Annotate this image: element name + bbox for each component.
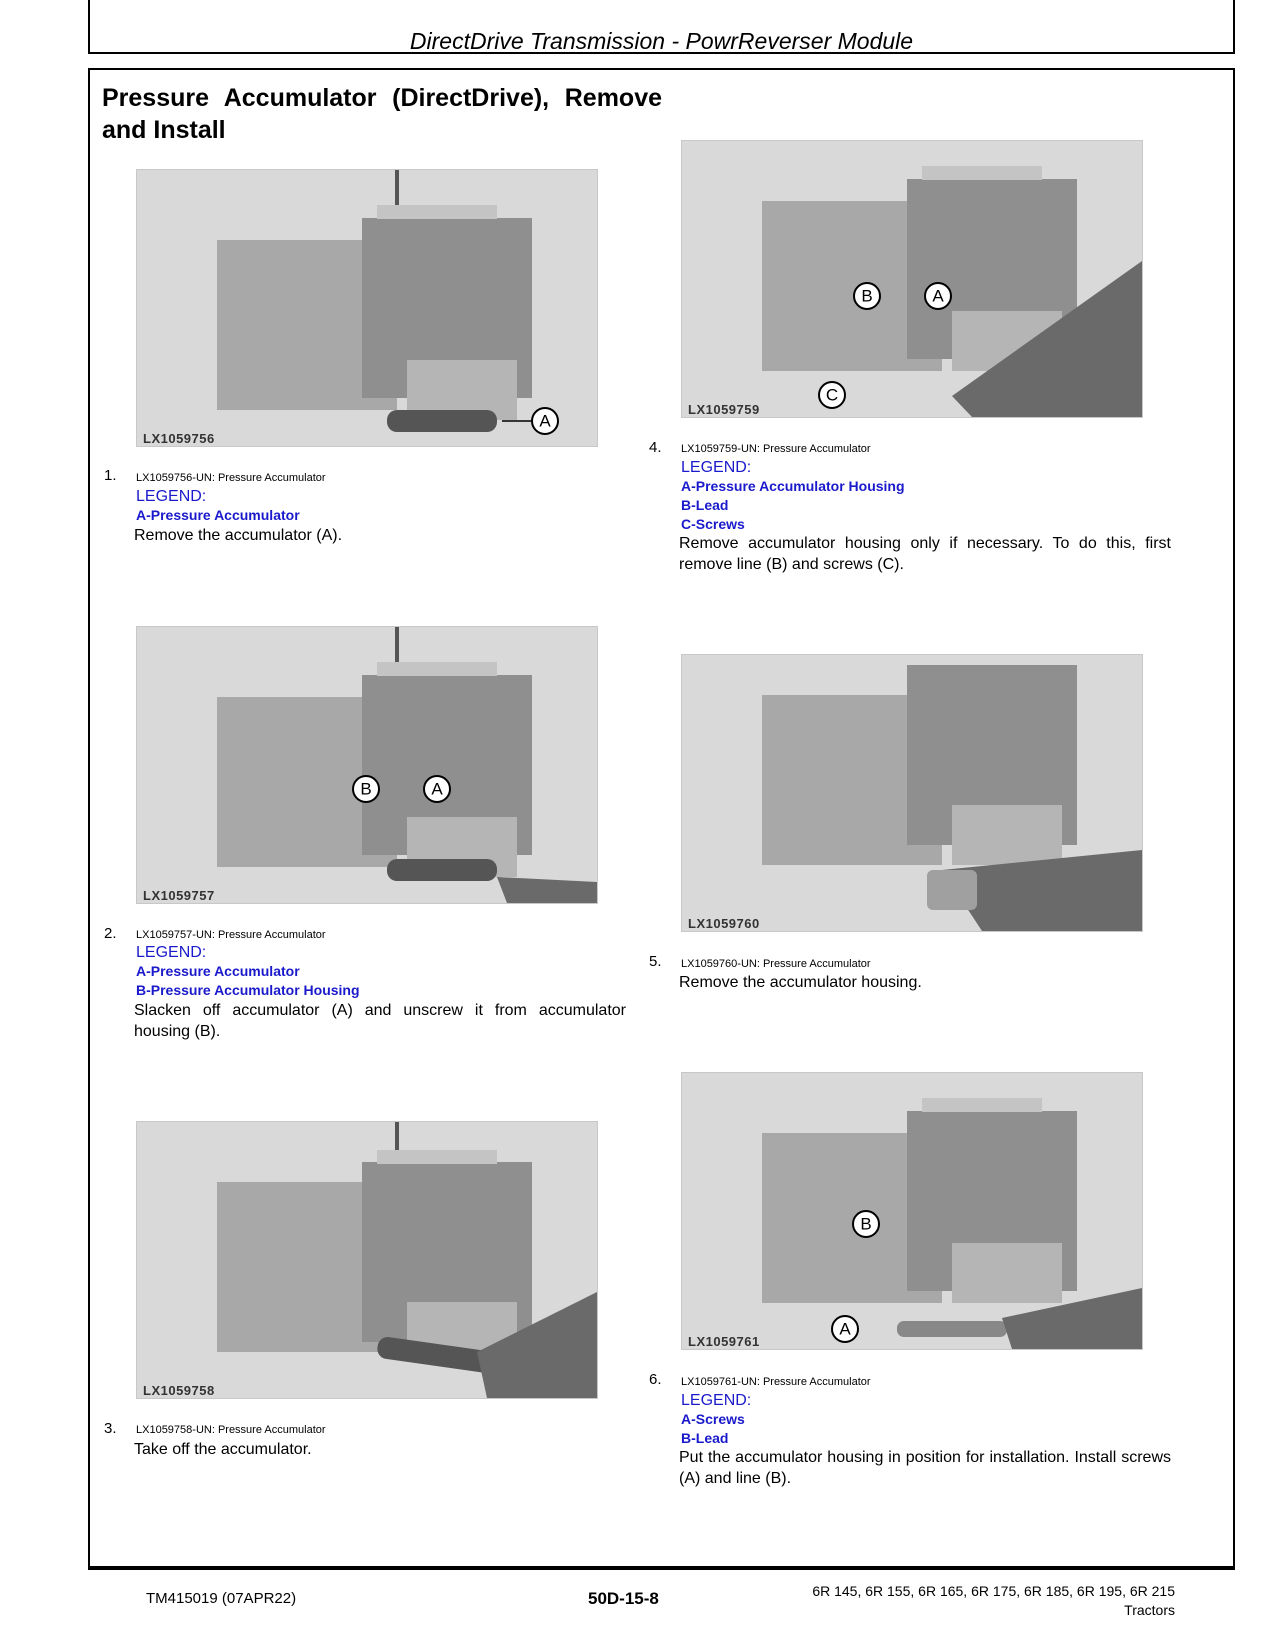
step-1-legend [136, 487, 300, 525]
step-6-instruction: Put the accumulator housing in position for installation. Install screws (A) and line (B). [679, 1449, 1171, 1487]
transmission-illustration [137, 170, 597, 446]
step-4-instruction: Remove accumulator housing only if necessary. To do this, first remove line (B) and screws (C). [679, 535, 1171, 573]
legend-item: B-Lead [681, 497, 729, 513]
step-5-instruction: Remove the accumulator housing. [679, 974, 922, 991]
step-3-caption: LX1059758-UN: Pressure Accumulator [136, 1424, 326, 1436]
step-2-instruction: Slacken off accumulator (A) and unscrew it from accumulator housing (B). [134, 1002, 626, 1040]
legend-item: C-Screws [681, 516, 745, 532]
step-1-number: 1. [104, 467, 117, 484]
step-2-number: 2. [104, 925, 117, 942]
photo-id: LX1059760 [688, 916, 760, 931]
footer-divider [88, 1568, 1235, 1570]
step-6-number: 6. [649, 1371, 662, 1388]
step-1-caption: LX1059756-UN: Pressure Accumulator [136, 472, 326, 484]
photo-id: LX1059756 [143, 431, 215, 446]
legend-heading: LEGEND: [681, 1392, 752, 1409]
page-title: Pressure Accumulator (DirectDrive), Remove and Install [102, 84, 662, 144]
step-6-legend [681, 1391, 751, 1448]
footer-page-number: 50D-15-8 [588, 1589, 659, 1608]
callout-a-label: A [431, 779, 443, 799]
transmission-illustration [137, 627, 597, 903]
step-5-caption: LX1059760-UN: Pressure Accumulator [681, 958, 871, 970]
callout-a-label: A [839, 1319, 851, 1339]
callout-b-label: B [360, 779, 372, 799]
step-5-photo [681, 654, 1143, 932]
photo-id: LX1059758 [143, 1383, 215, 1398]
callout-a-label: A [932, 286, 944, 306]
photo-id: LX1059759 [688, 402, 760, 417]
transmission-illustration [682, 1073, 1142, 1349]
legend-item: A-Pressure Accumulator [136, 507, 300, 523]
step-4-number: 4. [649, 439, 662, 456]
callout-b-label: B [861, 286, 873, 306]
footer-models-suffix: Tractors [1124, 1602, 1175, 1618]
footer-doc-id: TM415019 (07APR22) [146, 1590, 297, 1607]
legend-heading: LEGEND: [136, 944, 207, 961]
step-4-legend [681, 458, 905, 534]
step-2-legend [136, 943, 360, 1000]
transmission-illustration [682, 141, 1142, 417]
step-5-number: 5. [649, 953, 662, 970]
step-2-photo [136, 626, 598, 904]
step-3-instruction: Take off the accumulator. [134, 1441, 312, 1458]
legend-item: A-Pressure Accumulator [136, 963, 300, 979]
step-4-photo [681, 140, 1143, 418]
step-3-photo [136, 1121, 598, 1399]
transmission-illustration [137, 1122, 597, 1398]
transmission-illustration [682, 655, 1142, 931]
step-4-caption: LX1059759-UN: Pressure Accumulator [681, 443, 871, 455]
callout-b-label: B [860, 1214, 872, 1234]
header-title: DirectDrive Transmission - PowrReverser Module [409, 28, 914, 54]
footer-models-list: 6R 145, 6R 155, 6R 165, 6R 175, 6R 185, 6R 195, 6R 215 [812, 1583, 1175, 1599]
step-1-photo [136, 169, 598, 447]
callout-a-label: A [539, 411, 551, 431]
legend-heading: LEGEND: [136, 488, 207, 505]
legend-heading: LEGEND: [681, 459, 752, 476]
step-6-photo [681, 1072, 1143, 1350]
step-6-caption: LX1059761-UN: Pressure Accumulator [681, 1376, 871, 1388]
step-2-caption: LX1059757-UN: Pressure Accumulator [136, 929, 326, 941]
step-3-number: 3. [104, 1420, 117, 1437]
photo-id: LX1059757 [143, 888, 215, 903]
callout-c-label: C [825, 385, 839, 405]
step-1-instruction: Remove the accumulator (A). [134, 527, 343, 544]
legend-item: B-Pressure Accumulator Housing [136, 982, 360, 998]
legend-item: B-Lead [681, 1430, 729, 1446]
photo-id: LX1059761 [688, 1334, 760, 1349]
legend-item: A-Screws [681, 1411, 745, 1427]
legend-item: A-Pressure Accumulator Housing [681, 478, 905, 494]
footer-models [745, 1582, 1175, 1620]
